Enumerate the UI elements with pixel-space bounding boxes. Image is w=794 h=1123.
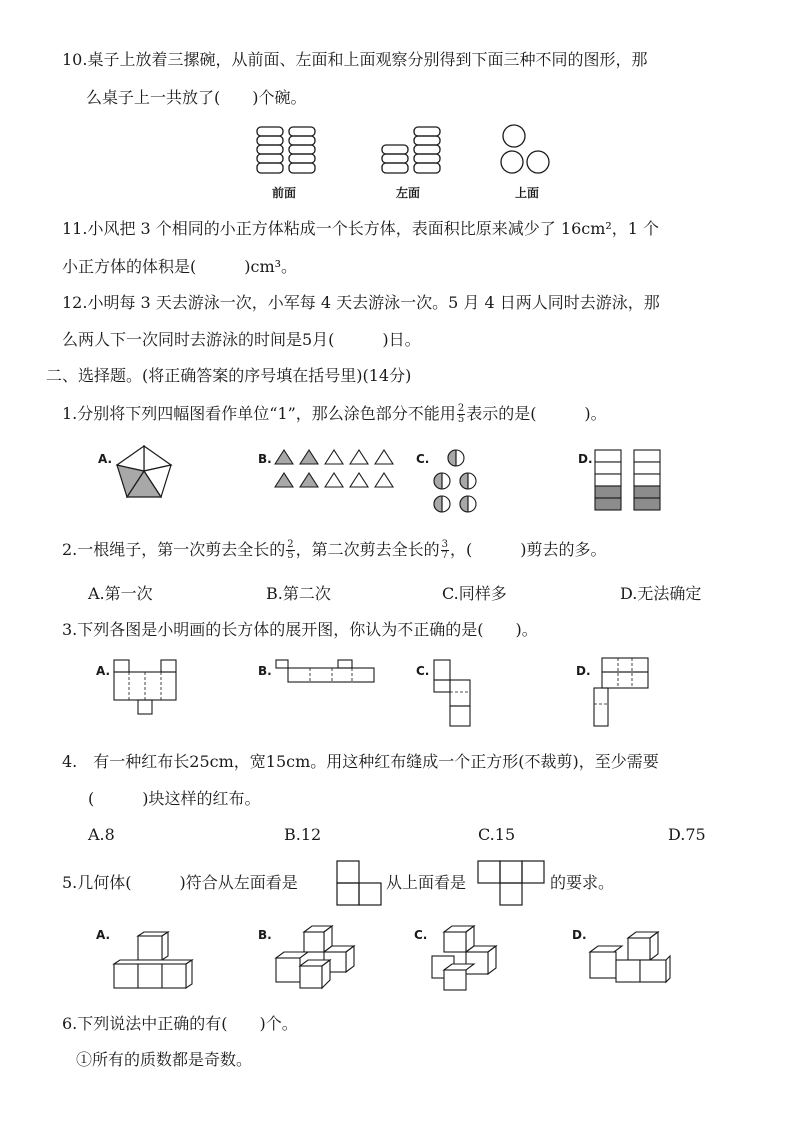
c1-label-a: A.	[98, 452, 113, 466]
c5-label-d: D.	[572, 928, 587, 942]
c1-question	[62, 404, 607, 425]
fraction-2-5: $\frac{2}{5}$	[287, 539, 294, 561]
q10-line2: 么桌子上一共放了( )个碗。	[86, 88, 307, 107]
q11-line2: 小正方体的体积是( )cm³。	[62, 257, 298, 276]
c6-question: 6.下列说法中正确的有( )个。	[62, 1014, 298, 1033]
c5-label-b: B.	[258, 928, 272, 942]
c4-line1: 4. 有一种红布长25cm，宽15cm。用这种红布缝成一个正方形(不裁剪)，至少需要	[62, 752, 659, 771]
c2-option-a: A.第一次	[88, 584, 153, 603]
cubes-figure-a	[112, 932, 196, 990]
c5-text-1: 5.几何体( )符合从左面看是	[62, 873, 298, 892]
left-view-shape	[336, 860, 382, 906]
fraction-3-7: $\frac{3}{7}$	[441, 539, 449, 561]
c4-line2: ( )块这样的红布。	[88, 789, 261, 808]
q12-line2: 么两人下一次同时去游泳的时间是5月( )日。	[62, 330, 421, 349]
c4-option-d: D.75	[668, 825, 706, 844]
fraction-2-5: $\frac{2}{5}$	[457, 403, 465, 425]
c2-option-c: C.同样多	[442, 584, 507, 603]
triangles-figure	[274, 449, 398, 489]
c5-label-a: A.	[96, 928, 111, 942]
c6-item-1: ①所有的质数都是奇数。	[76, 1050, 253, 1069]
pentagon-figure	[114, 444, 174, 500]
c2-question	[62, 540, 607, 561]
top-view-shape	[477, 860, 547, 906]
cubes-figure-d	[588, 930, 672, 986]
c2-text-1: 2.一根绳子，第一次剪去全长的	[62, 540, 286, 559]
cubes-figure-b	[274, 926, 358, 992]
c1-label-b: B.	[258, 452, 272, 466]
c3-label-c: C.	[416, 664, 430, 678]
net-figure-d	[592, 656, 652, 730]
net-figure-a	[112, 658, 182, 716]
half-circles-figure	[432, 449, 482, 515]
q11-line1: 11.小风把 3 个相同的小正方体粘成一个长方体，表面积比原来减少了 16cm²，1 个	[62, 219, 660, 238]
bowls-front-view	[255, 125, 319, 177]
bowls-left-view	[380, 125, 444, 177]
c1-label-c: C.	[416, 452, 430, 466]
c3-label-d: D.	[576, 664, 591, 678]
view-label-front: 前面	[272, 186, 297, 200]
c3-question: 3.下列各图是小明画的长方体的展开图，你认为不正确的是( )。	[62, 620, 538, 639]
c5-text-3: 的要求。	[550, 873, 615, 892]
c2-option-d: D.无法确定	[620, 584, 702, 603]
c3-label-b: B.	[258, 664, 272, 678]
c1-text-after: 表示的是( )。	[466, 404, 607, 423]
c4-option-c: C.15	[478, 825, 516, 844]
c4-option-b: B.12	[284, 825, 322, 844]
c2-text-3: ，( )剪去的多。	[450, 540, 607, 559]
q12-line1: 12.小明每 3 天去游泳一次，小军每 4 天去游泳一次。5 月 4 日两人同时去游泳，那	[62, 293, 660, 312]
net-figure-b	[274, 658, 378, 686]
c2-option-b: B.第二次	[266, 584, 331, 603]
section-title: 二、选择题。(将正确答案的序号填在括号里)(14分)	[46, 366, 412, 385]
bars-figure	[594, 449, 664, 515]
c3-label-a: A.	[96, 664, 111, 678]
net-figure-c	[432, 658, 482, 730]
c4-option-a: A.8	[88, 825, 115, 844]
c2-text-2: ，第二次剪去全长的	[295, 540, 440, 559]
c5-text-2: 从上面看是	[386, 873, 467, 892]
q10-line1: 10.桌子上放着三摞碗，从前面、左面和上面观察分别得到下面三种不同的图形，那	[62, 50, 648, 69]
bowls-top-view	[498, 122, 554, 178]
c5-label-c: C.	[414, 928, 428, 942]
view-label-left: 左面	[396, 186, 421, 200]
c1-label-d: D.	[578, 452, 593, 466]
cubes-figure-c	[430, 926, 500, 992]
view-label-top: 上面	[515, 186, 540, 200]
c1-text-before: 1.分别将下列四幅图看作单位“1”，那么涂色部分不能用	[62, 404, 456, 423]
